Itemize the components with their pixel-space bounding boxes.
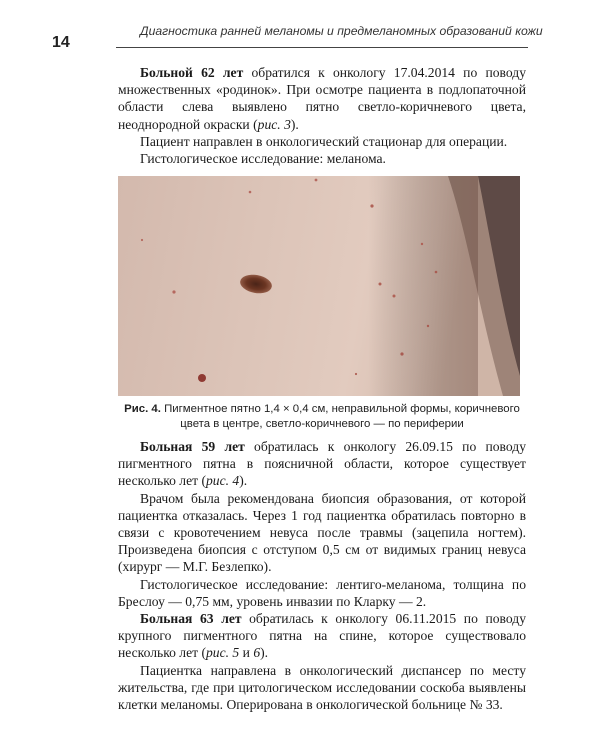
patient-label: Больной 62 лет: [140, 65, 244, 80]
paragraph-text: обратилась к онкологу 06.11.2015 по поводу крупного пигментного пятна на спине, которое существовало несколько лет (: [118, 611, 526, 661]
paragraph-patient-62: [118, 64, 526, 133]
patient-label: Больная 59 лет: [140, 439, 245, 454]
pigmented-spot: [239, 272, 274, 295]
running-head: Диагностика ранней меланомы и предмеланомных образований кожи: [140, 24, 543, 38]
paragraph-oncology-dispensary: Пациентка направлена в онкологический диспансер по месту жительства, где при цитологическом исследовании соскоба выявлены клетки меланомы. Оперирована в онкологической больнице № 33.: [118, 662, 526, 713]
paragraph-text: обратился к онкологу 17.04.2014 по поводу множественных «родинок». При осмотре пациента в подлопаточной области слева выявлено пятно светло-коричневого цвета, неоднородной окраски (: [118, 65, 526, 132]
paragraph-tail: ).: [260, 645, 269, 661]
paragraph-text: обратилась к онкологу 26.09.15 по поводу пигментного пятна в поясничной области, которое существует несколько лет (: [118, 439, 526, 489]
paragraph-tail: ).: [290, 116, 299, 132]
paragraph-tail: ).: [239, 473, 248, 489]
patient-label: Больная 63 лет: [140, 611, 242, 627]
header-rule: [116, 47, 528, 48]
caption-text: Пигментное пятно 1,4 × 0,4 см, неправильной формы, коричневого цвета в центре, светло-коричневого — по периферии: [160, 403, 520, 430]
figure-reference-2: 6: [253, 645, 261, 661]
figure-reference: рис. 5: [206, 645, 240, 661]
text-block-top: [118, 64, 526, 167]
figure-reference: рис. 4: [206, 473, 240, 489]
skin-lesion-photo: [118, 176, 520, 396]
paragraph-patient-59: [118, 438, 526, 490]
figure-label: Рис. 4.: [124, 403, 161, 415]
paragraph-histology-lentigo: Гистологическое исследование: лентиго-меланома, толщина по Бреслоу — 0,75 мм, уровень инвазии по Кларку — 2.: [118, 576, 526, 609]
paragraph-histology: Гистологическое исследование: меланома.: [140, 151, 386, 167]
paragraph-patient-63: [118, 610, 526, 662]
figure-skin-photo: [118, 176, 520, 396]
page-number: 14: [52, 34, 70, 51]
paragraph-mid: и: [239, 645, 254, 661]
figure-reference: рис. 3: [257, 116, 291, 132]
text-block-bottom: [118, 438, 526, 713]
figure-caption: [118, 402, 526, 431]
paragraph-biopsy: Врачом была рекомендована биопсия образования, от которой пациентка отказалась. Через 1 год пациентка обратилась повторно в связи с кровотечением невуса после травмы (зацепила ногтем). Произведена биопсия с отступом 0,5 см от видимых границ невуса (хирург — М.Г. Безлепко).: [118, 490, 526, 575]
paragraph-referral: Пациент направлен в онкологический стационар для операции.: [140, 133, 508, 149]
